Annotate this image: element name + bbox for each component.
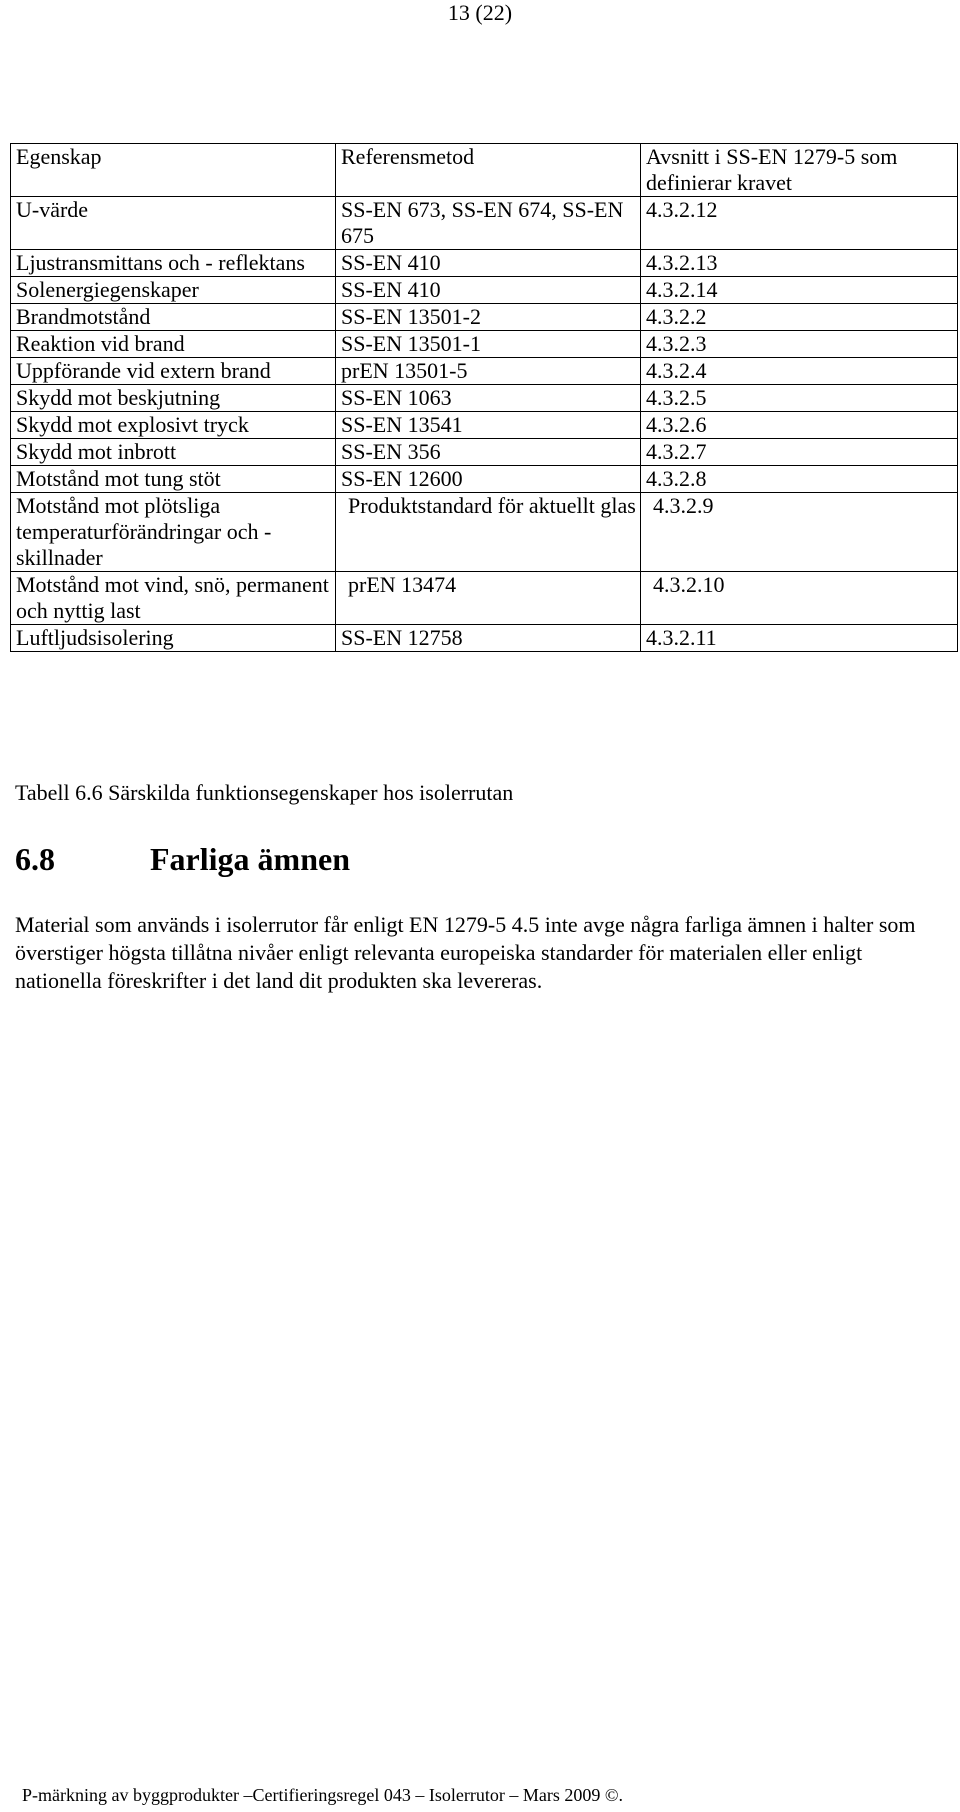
table-cell: U-värde — [11, 197, 336, 250]
table-cell: 4.3.2.8 — [641, 466, 958, 493]
table-cell: SS-EN 13501-2 — [336, 304, 641, 331]
table-cell: Reaktion vid brand — [11, 331, 336, 358]
table-header-row — [11, 144, 958, 197]
table-cell: Ljustransmittans och - reflektans — [11, 250, 336, 277]
section-number: 6.8 — [15, 841, 55, 877]
table-row — [11, 358, 958, 385]
table-cell: Skydd mot explosivt tryck — [11, 412, 336, 439]
section-heading — [15, 839, 350, 879]
table-caption: Tabell 6.6 Särskilda funktionsegenskaper hos isolerrutan — [15, 780, 514, 805]
table-cell: SS-EN 356 — [336, 439, 641, 466]
table-cell: Luftljudsisolering — [11, 625, 336, 652]
table-cell: SS-EN 12758 — [336, 625, 641, 652]
table-cell: Skydd mot inbrott — [11, 439, 336, 466]
page-number: 13 (22) — [447, 0, 513, 25]
table-cell: 4.3.2.6 — [641, 412, 958, 439]
table-cell: 4.3.2.4 — [641, 358, 958, 385]
table-cell: 4.3.2.2 — [641, 304, 958, 331]
table-row — [11, 412, 958, 439]
header-cell: Referensmetod — [336, 144, 641, 197]
table-cell: Solenergiegenskaper — [11, 277, 336, 304]
table-row — [11, 250, 958, 277]
table-cell: prEN 13474 — [336, 572, 641, 625]
table-cell: 4.3.2.12 — [641, 197, 958, 250]
table-row — [11, 625, 958, 652]
table-cell: Brandmotstånd — [11, 304, 336, 331]
table-row — [11, 439, 958, 466]
table-row — [11, 197, 958, 250]
properties-table — [10, 143, 958, 652]
page-footer: P-märkning av byggprodukter –Certifieringsregel 043 – Isolerrutor – Mars 2009 ©. — [22, 1785, 624, 1805]
table-row — [11, 572, 958, 625]
table-cell: 4.3.2.3 — [641, 331, 958, 358]
section-title: Farliga ämnen — [150, 841, 350, 877]
table-cell: Motstånd mot tung stöt — [11, 466, 336, 493]
table-cell: 4.3.2.9 — [641, 493, 958, 572]
table-cell: SS-EN 673, SS-EN 674, SS-EN 675 — [336, 197, 641, 250]
table-cell: SS-EN 410 — [336, 250, 641, 277]
table-cell: Uppförande vid extern brand — [11, 358, 336, 385]
table-cell: SS-EN 13501-1 — [336, 331, 641, 358]
body-paragraph: Material som används i isolerrutor får enligt EN 1279-5 4.5 inte avge några farliga ämnen i halter som överstiger högsta tillåtna nivåer enligt relevanta europeiska standarder för materialen eller enligt nationella föreskrifter i det land dit produkten ska levereras. — [15, 912, 916, 993]
table-cell: SS-EN 13541 — [336, 412, 641, 439]
table-cell: 4.3.2.7 — [641, 439, 958, 466]
table-row — [11, 304, 958, 331]
header-cell: Avsnitt i SS-EN 1279-5 som definierar kravet — [641, 144, 958, 197]
table-cell: prEN 13501-5 — [336, 358, 641, 385]
table-cell: Motstånd mot vind, snö, permanent och nyttig last — [11, 572, 336, 625]
table-row — [11, 385, 958, 412]
table-cell: Produktstandard för aktuellt glas — [336, 493, 641, 572]
table-cell: Motstånd mot plötsliga temperaturförändringar och -skillnader — [11, 493, 336, 572]
table-cell: Skydd mot beskjutning — [11, 385, 336, 412]
table-cell: SS-EN 410 — [336, 277, 641, 304]
table-cell: 4.3.2.13 — [641, 250, 958, 277]
table-row — [11, 277, 958, 304]
header-cell: Egenskap — [11, 144, 336, 197]
table-cell: 4.3.2.14 — [641, 277, 958, 304]
table-cell: 4.3.2.10 — [641, 572, 958, 625]
table-cell: SS-EN 1063 — [336, 385, 641, 412]
table-cell: SS-EN 12600 — [336, 466, 641, 493]
table-row — [11, 466, 958, 493]
table-cell: 4.3.2.11 — [641, 625, 958, 652]
table-row — [11, 331, 958, 358]
table-cell: 4.3.2.5 — [641, 385, 958, 412]
table-row — [11, 493, 958, 572]
